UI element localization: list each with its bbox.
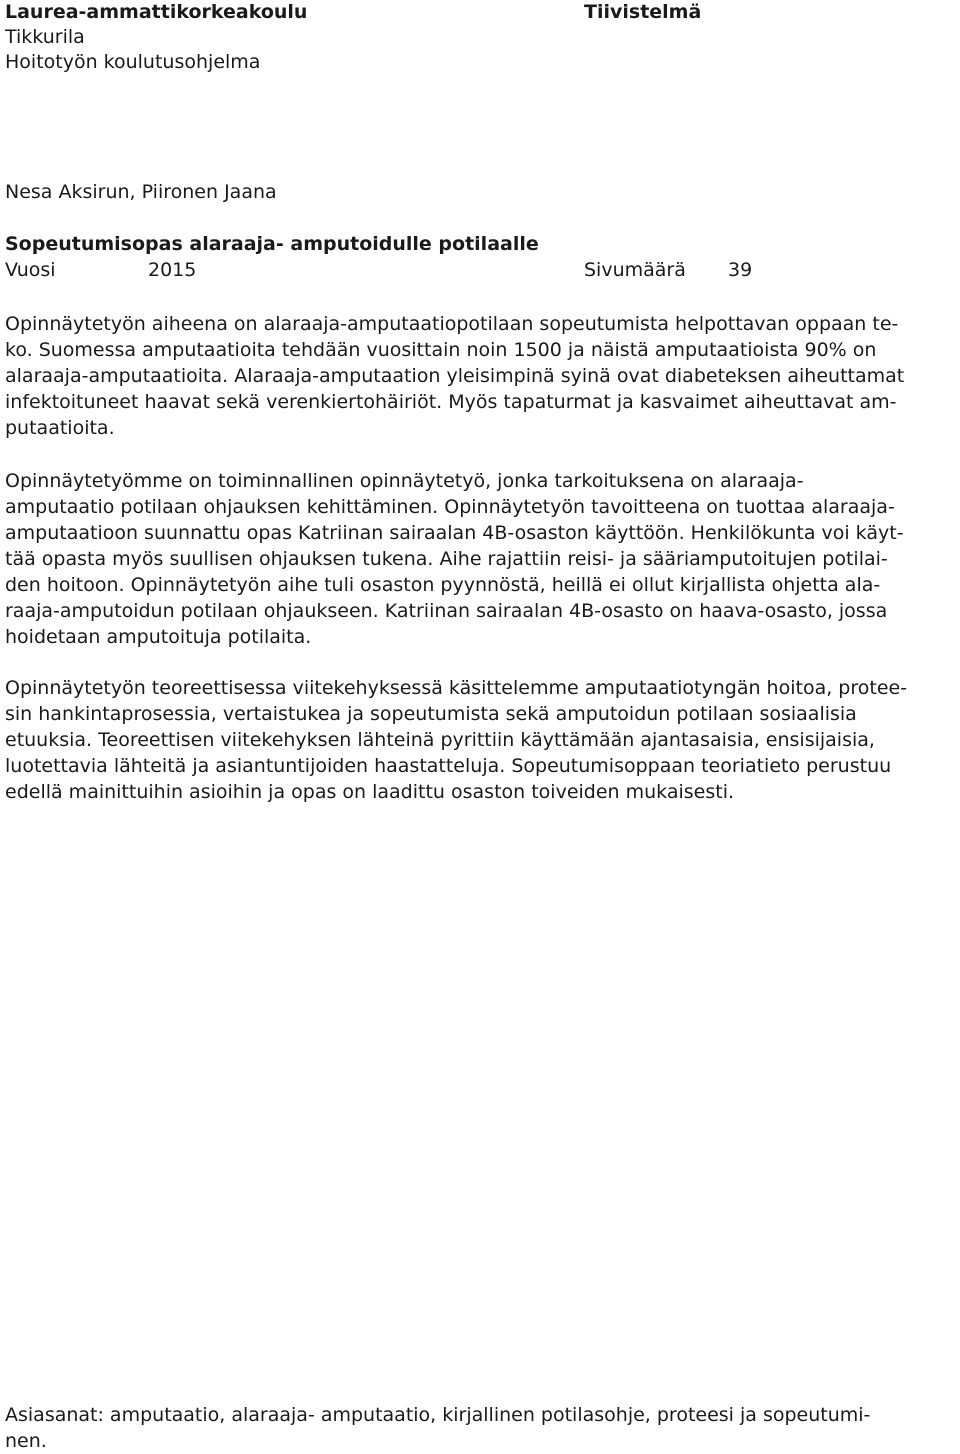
year-value: 2015: [148, 259, 197, 281]
paragraph-line: luotettavia lähteitä ja asiantuntijoiden haastatteluja. Sopeutumisoppaan teoriatieto perustuu: [5, 755, 892, 777]
abstract-paragraph-1: [5, 311, 904, 441]
paragraph-line: putaatioita.: [5, 417, 115, 439]
keywords-line: nen.: [5, 1430, 47, 1452]
abstract-paragraph-2: [5, 468, 904, 650]
paragraph-line: infektoituneet haavat sekä verenkiertohäiriöt. Myös tapaturmat ja kasvaimet aiheuttavat am-: [5, 391, 897, 413]
campus-name: Tikkurila: [5, 26, 85, 48]
paragraph-line: den hoitoon. Opinnäytetyön aihe tuli osaston pyynnöstä, heillä ei ollut kirjallista ohjetta ala-: [5, 574, 881, 596]
abstract-paragraph-3: [5, 675, 907, 805]
paragraph-line: raaja-amputoidun potilaan ohjaukseen. Katriinan sairaalan 4B-osasto on haava-osasto, jossa: [5, 600, 888, 622]
paragraph-line: Opinnäytetyömme on toiminnallinen opinnäytetyö, jonka tarkoituksena on alaraaja-: [5, 470, 804, 492]
keywords-line: Asiasanat: amputaatio, alaraaja- amputaatio, kirjallinen potilasohje, proteesi ja sopeutumi-: [5, 1404, 871, 1426]
paragraph-line: alaraaja-amputaatioita. Alaraaja-amputaation yleisimpinä syinä ovat diabeteksen aiheuttamat: [5, 365, 905, 387]
thesis-title: Sopeutumisopas alaraaja- amputoidulle potilaalle: [5, 233, 539, 255]
pages-label: Sivumäärä: [584, 259, 686, 281]
year-label: Vuosi: [5, 259, 56, 281]
paragraph-line: Opinnäytetyön aiheena on alaraaja-amputaatiopotilaan sopeutumista helpottavan oppaan te-: [5, 313, 899, 335]
institution-block: [5, 0, 307, 75]
paragraph-line: etuuksia. Teoreettisen viitekehyksen lähteinä pyrittiin käyttämään ajantasaisia, ensisijaisia,: [5, 729, 875, 751]
paragraph-line: edellä mainittuihin asioihin ja opas on laadittu osaston toiveiden mukaisesti.: [5, 781, 735, 803]
paragraph-line: amputaatioon suunnattu opas Katriinan sairaalan 4B-osaston käyttöön. Henkilökunta voi käyt-: [5, 522, 904, 544]
paragraph-line: hoidetaan amputoituja potilaita.: [5, 626, 312, 648]
programme-name: Hoitotyön koulutusohjelma: [5, 51, 261, 73]
institution-name: Laurea-ammattikorkeakoulu: [5, 1, 308, 23]
pages-value: 39: [728, 259, 753, 281]
authors: Nesa Aksirun, Piironen Jaana: [5, 181, 277, 203]
paragraph-line: tää opasta myös suullisen ohjauksen tukena. Aihe rajattiin reisi- ja sääriamputoitujen potilai-: [5, 548, 888, 570]
paragraph-line: ko. Suomessa amputaatioita tehdään vuosittain noin 1500 ja näistä amputaatioista 90% on: [5, 339, 877, 361]
paragraph-line: amputaatio potilaan ohjauksen kehittäminen. Opinnäytetyön tavoitteena on tuottaa alaraaja-: [5, 496, 895, 518]
keywords: [5, 1402, 870, 1454]
meta-row: [5, 257, 805, 283]
paragraph-line: sin hankintaprosessia, vertaistukea ja sopeutumista sekä amputoidun potilaan sosiaalisia: [5, 703, 857, 725]
paragraph-line: Opinnäytetyön teoreettisessa viitekehyksessä käsittelemme amputaatiotyngän hoitoa, protee-: [5, 677, 908, 699]
document-type: Tiivistelmä: [584, 1, 702, 23]
